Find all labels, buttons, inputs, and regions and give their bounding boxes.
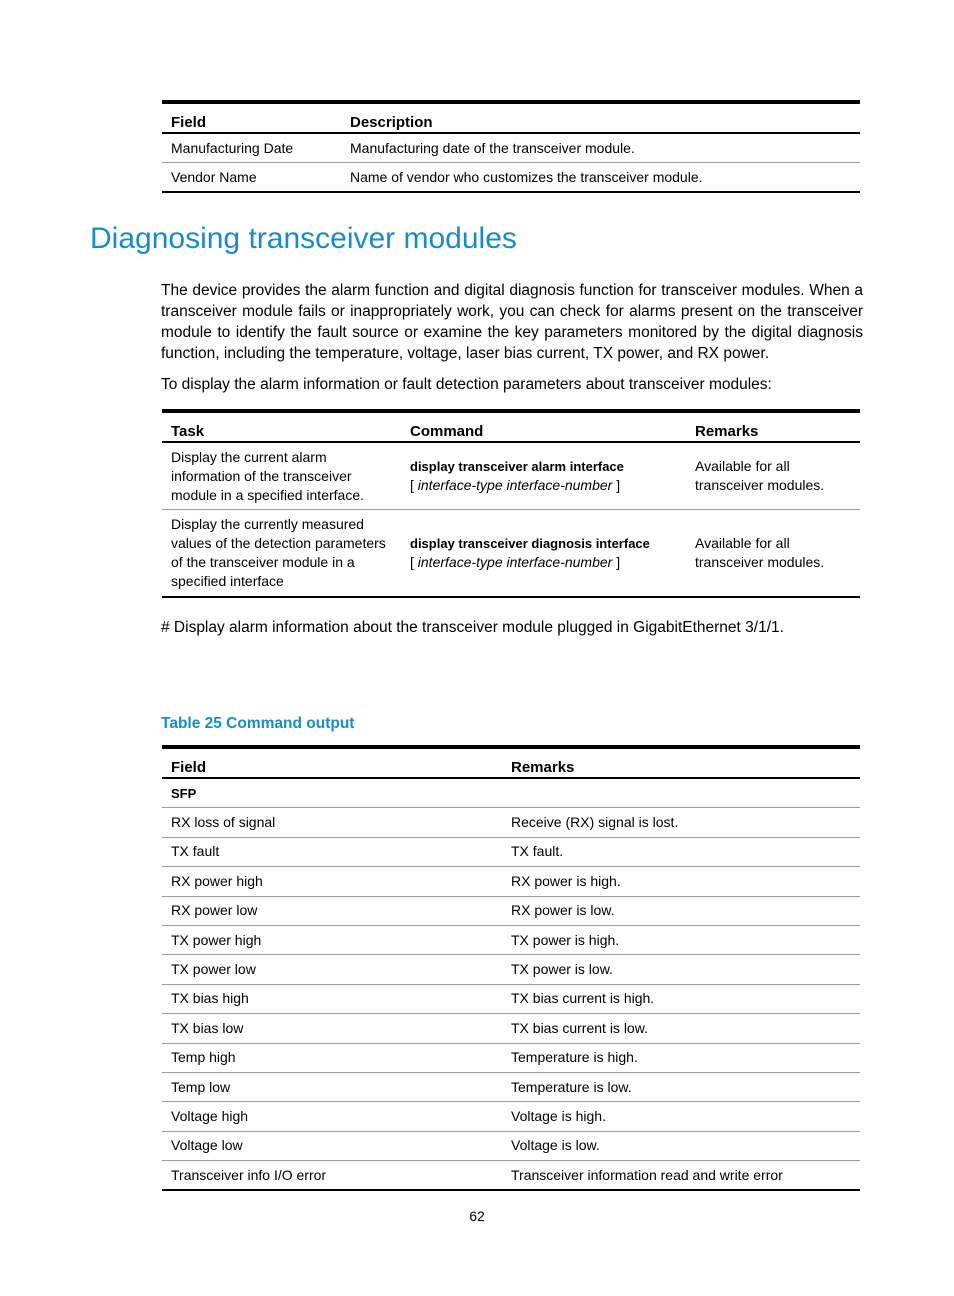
field-cell: TX power low <box>162 955 502 984</box>
field-description-table <box>162 100 860 193</box>
remarks-cell: RX power is high. <box>502 867 860 896</box>
task-cell: Display the currently measured values of the detection parameters of the transceiver module in a specified interface <box>162 510 401 598</box>
description-cell: Name of vendor who customizes the transceiver module. <box>341 163 860 193</box>
remarks-cell: Receive (RX) signal is lost. <box>502 808 860 837</box>
remarks-cell: TX bias current is high. <box>502 984 860 1013</box>
table-row <box>162 867 860 896</box>
field-cell: RX power high <box>162 867 502 896</box>
empty-cell <box>502 778 860 808</box>
command-cell <box>401 510 686 598</box>
table-row <box>162 1131 860 1160</box>
table-row <box>162 925 860 954</box>
table-row <box>162 896 860 925</box>
remarks-cell: TX fault. <box>502 837 860 866</box>
command-keyword: display transceiver alarm interface <box>410 459 624 474</box>
column-header-field: Field <box>162 747 502 778</box>
remarks-cell: Voltage is low. <box>502 1131 860 1160</box>
group-label: SFP <box>162 778 502 808</box>
bracket-close: ] <box>612 477 621 493</box>
column-header-remarks: Remarks <box>686 411 860 442</box>
command-output-table <box>162 745 860 1191</box>
table-row <box>162 133 860 163</box>
field-cell: Transceiver info I/O error <box>162 1161 502 1191</box>
lead-in-paragraph: To display the alarm information or fault detection parameters about transceiver modules: <box>161 376 772 393</box>
remarks-cell: TX power is low. <box>502 955 860 984</box>
table-row <box>162 1043 860 1072</box>
command-keyword: display transceiver diagnosis interface <box>410 536 650 551</box>
column-header-remarks: Remarks <box>502 747 860 778</box>
field-cell: TX fault <box>162 837 502 866</box>
field-cell: Voltage low <box>162 1131 502 1160</box>
field-cell: TX power high <box>162 925 502 954</box>
column-header-task: Task <box>162 411 401 442</box>
bracket-open: [ <box>410 554 418 570</box>
bracket-close: ] <box>612 554 621 570</box>
column-header-description: Description <box>341 102 860 133</box>
remarks-cell: TX bias current is low. <box>502 1014 860 1043</box>
field-cell: Temp high <box>162 1043 502 1072</box>
field-cell: TX bias high <box>162 984 502 1013</box>
remarks-cell: Transceiver information read and write error <box>502 1161 860 1191</box>
table-row <box>162 808 860 837</box>
field-cell: RX loss of signal <box>162 808 502 837</box>
intro-paragraph: The device provides the alarm function and digital diagnosis function for transceiver modules. When a transceiver module fails or inappropriately work, you can check for alarms present on the transceiver module to identify the fault source or examine the key parameters monitored by the digital diagnosis function, including the temperature, voltage, laser bias current, TX power, and RX power. <box>161 282 863 362</box>
table-row <box>162 955 860 984</box>
table-row <box>162 837 860 866</box>
command-argument: interface-type interface-number <box>417 477 613 493</box>
task-cell: Display the current alarm information of the transceiver module in a specified interface. <box>162 442 401 510</box>
page-number: 62 <box>469 1208 485 1224</box>
table-row <box>162 1072 860 1101</box>
field-cell: Temp low <box>162 1072 502 1101</box>
table-row <box>162 984 860 1013</box>
field-cell: RX power low <box>162 896 502 925</box>
remarks-cell: RX power is low. <box>502 896 860 925</box>
table-row <box>162 442 860 510</box>
column-header-field: Field <box>162 102 341 133</box>
remarks-cell: Voltage is high. <box>502 1102 860 1131</box>
field-cell: TX bias low <box>162 1014 502 1043</box>
table-row <box>162 510 860 598</box>
field-cell: Voltage high <box>162 1102 502 1131</box>
table-row <box>162 163 860 193</box>
column-header-command: Command <box>401 411 686 442</box>
section-title: Diagnosing transceiver modules <box>90 222 517 255</box>
remarks-cell: Temperature is low. <box>502 1072 860 1101</box>
command-argument: interface-type interface-number <box>417 554 613 570</box>
table-row <box>162 1161 860 1191</box>
remarks-cell: Available for all transceiver modules. <box>686 510 860 598</box>
remarks-cell: TX power is high. <box>502 925 860 954</box>
field-cell: Manufacturing Date <box>162 133 341 163</box>
remarks-cell: Available for all transceiver modules. <box>686 442 860 510</box>
table-row <box>162 1014 860 1043</box>
table-caption: Table 25 Command output <box>161 715 355 732</box>
task-command-table <box>162 409 860 598</box>
field-cell: Vendor Name <box>162 163 341 193</box>
description-cell: Manufacturing date of the transceiver module. <box>341 133 860 163</box>
table-row <box>162 1102 860 1131</box>
table-row-group <box>162 778 860 808</box>
remarks-cell: Temperature is high. <box>502 1043 860 1072</box>
example-text: # Display alarm information about the transceiver module plugged in GigabitEthernet 3/1/1. <box>161 619 784 636</box>
bracket-open: [ <box>410 477 418 493</box>
command-cell <box>401 442 686 510</box>
